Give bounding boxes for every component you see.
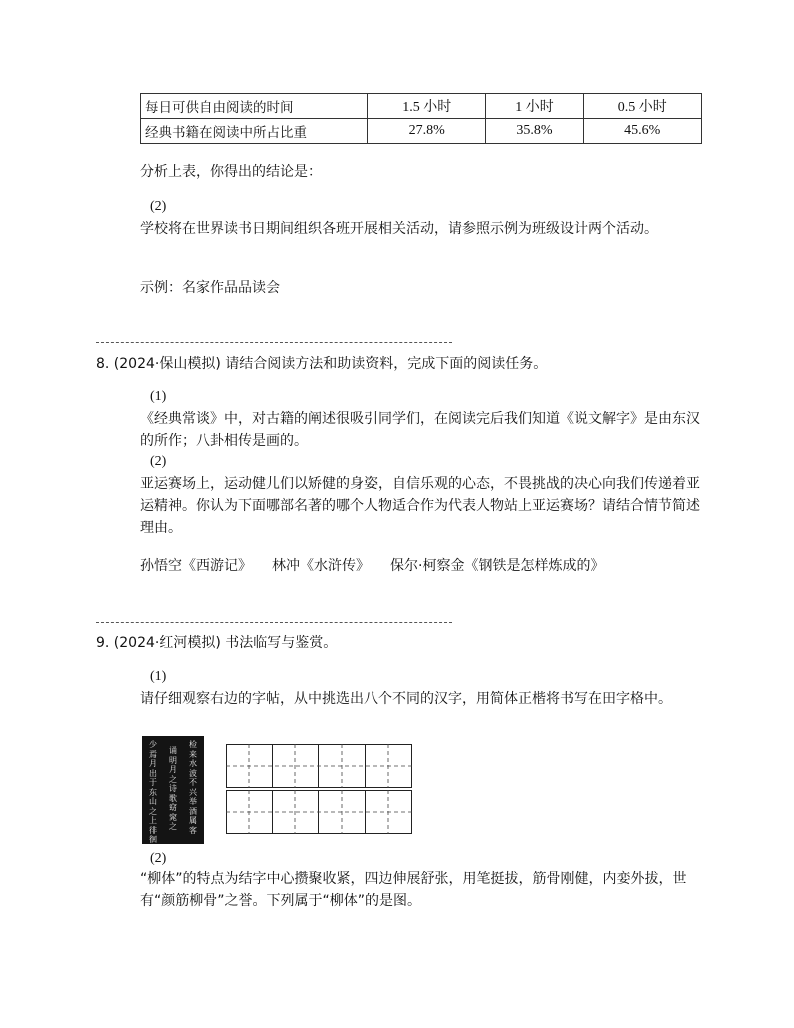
q9-part1-text: 请仔细观察右边的字帖，从中挑选出八个不同的汉字，用简体正楷将书写在田字格中。	[140, 691, 672, 707]
table-row	[141, 94, 702, 119]
analysis-prompt: 分析上表，你得出的结论是：	[140, 164, 322, 180]
q9-part2-text: “柳体”的特点为结字中心攒聚收紧，四边伸展舒张，用笔挺拔，筋骨刚健，内娈外拔，世有“颜筋柳骨”之誉。下列属于“柳体”的是图。	[140, 871, 687, 909]
row-label: 经典书籍在阅读中所占比重	[141, 119, 368, 144]
q9-heading: 9. (2024·红河模拟) 书法临写与鉴赏。	[96, 635, 338, 651]
tianzige-grid-row-1[interactable]	[226, 744, 412, 788]
copybook-column: 少 焉 月 出 于 东 山 之 上 徘 徊	[149, 740, 157, 844]
q7-part2-number: (2)	[150, 199, 167, 214]
row-label: 每日可供自由阅读的时间	[141, 94, 368, 119]
table-cell: 0.5 小时	[583, 94, 702, 119]
table-cell: 45.6%	[583, 119, 702, 144]
q8-part1-text: 《经典常谈》中，对古籍的阐述很吸引同学们，在阅读完后我们知道《说文解字》是由东汉的所作；八卦相传是画的。	[140, 411, 700, 449]
table-cell: 1 小时	[486, 94, 583, 119]
option-list	[140, 555, 604, 575]
option-item: 保尔·柯察金《钢铁是怎样炼成的》	[390, 558, 605, 574]
reading-stats-table	[140, 93, 702, 144]
q8-heading: 8. (2024·保山模拟) 请结合阅读方法和助读资料，完成下面的阅读任务。	[96, 356, 548, 372]
q8-part1-number: (1)	[150, 389, 167, 404]
table-cell: 35.8%	[486, 119, 583, 144]
example-text: 示例：名家作品品读会	[140, 280, 280, 296]
table-row	[141, 119, 702, 144]
section-divider	[96, 622, 452, 623]
calligraphy-copybook-image	[142, 736, 204, 844]
q7-part2-text: 学校将在世界读书日期间组织各班开展相关活动，请参照示例为班级设计两个活动。	[140, 221, 658, 237]
q9-part2-number: (2)	[150, 851, 167, 866]
copybook-column: 诵 明 月 之 诗 歌 窈 窕 之	[169, 746, 177, 831]
option-item: 孙悟空《西游记》	[140, 558, 252, 574]
q9-part1-number: (1)	[150, 669, 167, 684]
q8-part2-number: (2)	[150, 454, 167, 469]
table-cell: 27.8%	[368, 119, 486, 144]
table-cell: 1.5 小时	[368, 94, 486, 119]
copybook-column: 检 来 水 波 不 兴 举 酒 属 客	[189, 740, 197, 835]
q8-part2-text: 亚运赛场上，运动健儿们以矫健的身姿，自信乐观的心态，不畏挑战的决心向我们传递着亚运精神。你认为下面哪部名著的哪个人物适合作为代表人物站上亚运赛场？请结合情节简述理由。	[140, 476, 700, 536]
section-divider	[96, 342, 452, 343]
option-item: 林冲《水浒传》	[272, 558, 370, 574]
tianzige-grid-row-2[interactable]	[226, 790, 412, 834]
